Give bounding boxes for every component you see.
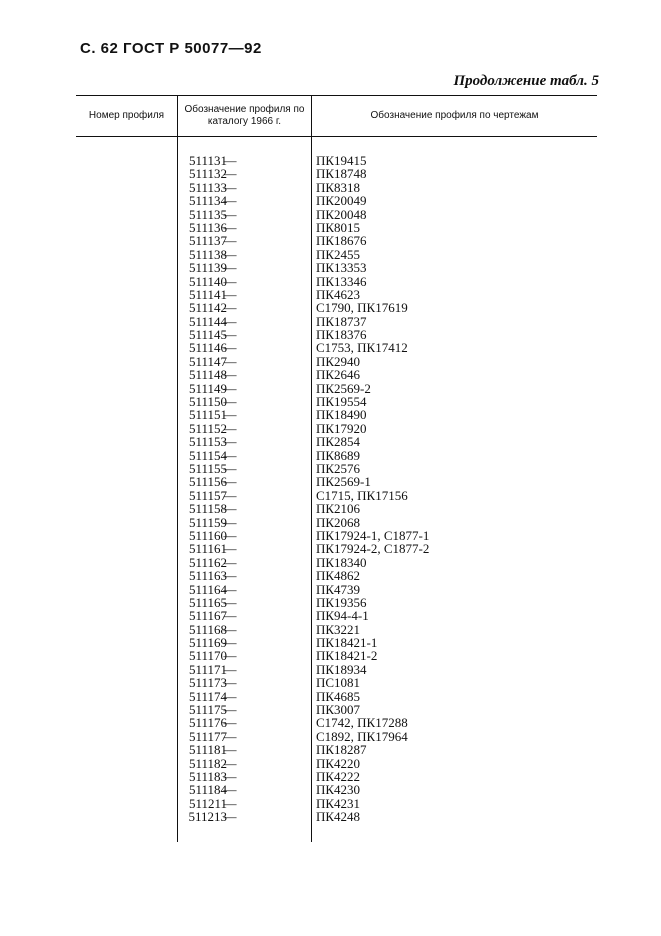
profile-number: 511132 <box>188 166 227 182</box>
drawing-designation: ПК8318 <box>316 179 361 195</box>
drawing-designation: С1742, ПК17288 <box>316 715 408 731</box>
catalog-designation: — <box>223 367 237 383</box>
profile-number: 511161 <box>188 541 227 557</box>
table-row <box>76 542 597 555</box>
column-header-drawing: Обозначение профиля по чертежам <box>370 110 539 121</box>
catalog-designation: — <box>223 661 237 677</box>
drawing-designation: ПК94-4-1 <box>316 608 369 624</box>
profile-number: 511148 <box>188 367 227 383</box>
drawing-designation: ПК2106 <box>316 501 361 517</box>
table-row <box>76 449 597 462</box>
drawing-designation: ПС1081 <box>316 675 361 691</box>
profile-number: 511157 <box>188 487 227 503</box>
catalog-designation: — <box>223 206 237 222</box>
drawing-designation: ПК4220 <box>316 755 361 771</box>
drawing-designation: ПК2576 <box>316 460 361 476</box>
catalog-designation: — <box>223 675 237 691</box>
catalog-designation: — <box>223 166 237 182</box>
catalog-designation: — <box>223 648 237 664</box>
table-row <box>76 355 597 368</box>
drawing-designation: ПК18340 <box>316 554 367 570</box>
table-row <box>76 275 597 288</box>
table-row <box>76 770 597 783</box>
table-row <box>76 368 597 381</box>
drawing-designation: ПК2940 <box>316 353 361 369</box>
profile-number: 511136 <box>188 219 227 235</box>
drawing-designation: ПК19554 <box>316 394 367 410</box>
profile-number: 511159 <box>188 514 227 530</box>
table-row <box>76 649 597 662</box>
catalog-designation: — <box>223 273 237 289</box>
catalog-designation: — <box>223 327 237 343</box>
profile-number: 511211 <box>188 795 227 811</box>
table-row <box>76 757 597 770</box>
drawing-designation: ПК3007 <box>316 702 361 718</box>
drawing-designation: ПК2569-1 <box>316 474 371 490</box>
profile-number: 511149 <box>188 380 227 396</box>
drawing-designation: ПК18934 <box>316 661 367 677</box>
table-row <box>76 743 597 756</box>
table-row <box>76 569 597 582</box>
profile-number: 511150 <box>188 394 227 410</box>
table-row <box>76 167 597 180</box>
drawing-designation: ПК2068 <box>316 514 361 530</box>
profile-number: 511163 <box>188 568 227 584</box>
drawing-designation: ПК4739 <box>316 581 361 597</box>
catalog-designation: — <box>223 554 237 570</box>
table-row <box>76 194 597 207</box>
table-row <box>76 556 597 569</box>
catalog-designation: — <box>223 340 237 356</box>
table-row <box>76 382 597 395</box>
profile-number: 511160 <box>188 527 227 543</box>
drawing-designation: ПК2854 <box>316 434 361 450</box>
table-row <box>76 516 597 529</box>
drawing-designation: ПК2646 <box>316 367 361 383</box>
table-row <box>76 462 597 475</box>
table-row <box>76 208 597 221</box>
table-row <box>76 676 597 689</box>
profile-number: 511182 <box>188 755 227 771</box>
catalog-designation: — <box>223 394 237 410</box>
profile-number: 511146 <box>188 340 227 356</box>
catalog-designation: — <box>223 179 237 195</box>
catalog-designation: — <box>223 474 237 490</box>
profile-number: 511145 <box>188 327 227 343</box>
catalog-designation: — <box>223 608 237 624</box>
profile-number: 511168 <box>188 621 227 637</box>
profile-number: 511176 <box>188 715 227 731</box>
drawing-designation: ПК18737 <box>316 313 367 329</box>
drawing-designation: С1753, ПК17412 <box>316 340 408 356</box>
table-row <box>76 663 597 676</box>
table-row <box>76 783 597 796</box>
table-row <box>76 301 597 314</box>
table-row <box>76 583 597 596</box>
catalog-designation: — <box>223 460 237 476</box>
profile-number: 511165 <box>188 594 227 610</box>
drawing-designation: ПК3221 <box>316 621 361 637</box>
table-row <box>76 288 597 301</box>
table-row <box>76 221 597 234</box>
catalog-designation: — <box>223 487 237 503</box>
profile-number: 511133 <box>188 179 227 195</box>
drawing-designation: ПК4685 <box>316 688 361 704</box>
column-header-number: Номер профиля <box>88 110 165 121</box>
table-row <box>76 261 597 274</box>
profile-number: 511147 <box>188 353 227 369</box>
catalog-designation: — <box>223 407 237 423</box>
drawing-designation: ПК4248 <box>316 809 361 825</box>
catalog-designation: — <box>223 541 237 557</box>
profile-number: 511181 <box>188 742 227 758</box>
catalog-designation: — <box>223 768 237 784</box>
profile-number: 511162 <box>188 554 227 570</box>
catalog-designation: — <box>223 742 237 758</box>
catalog-designation: — <box>223 514 237 530</box>
drawing-designation: ПК18490 <box>316 407 367 423</box>
profile-number: 511135 <box>188 206 227 222</box>
table-row <box>76 810 597 823</box>
catalog-designation: — <box>223 260 237 276</box>
profile-number: 511174 <box>188 688 227 704</box>
profile-number: 511144 <box>188 313 227 329</box>
drawing-designation: ПК18748 <box>316 166 367 182</box>
catalog-designation: — <box>223 702 237 718</box>
drawing-designation: С1790, ПК17619 <box>316 300 408 316</box>
profile-number: 511154 <box>188 447 227 463</box>
drawing-designation: ПК18421-1 <box>316 635 378 651</box>
drawing-designation: ПК18676 <box>316 233 367 249</box>
catalog-designation: — <box>223 193 237 209</box>
table-continuation-label: Продолжение табл. 5 <box>453 73 599 89</box>
drawing-designation: ПК17924-2, С1877-2 <box>316 541 430 557</box>
catalog-designation: — <box>223 434 237 450</box>
drawing-designation: ПК4862 <box>316 568 361 584</box>
table-row <box>76 234 597 247</box>
catalog-designation: — <box>223 635 237 651</box>
table-row <box>76 248 597 261</box>
catalog-designation: — <box>223 715 237 731</box>
table-row <box>76 395 597 408</box>
catalog-designation: — <box>223 380 237 396</box>
table-row <box>76 529 597 542</box>
profile-number: 511183 <box>188 768 227 784</box>
drawing-designation: ПК4230 <box>316 782 361 798</box>
catalog-designation: — <box>223 809 237 825</box>
table-row <box>76 636 597 649</box>
catalog-designation: — <box>223 447 237 463</box>
catalog-designation: — <box>223 527 237 543</box>
drawing-designation: ПК20048 <box>316 206 367 222</box>
catalog-designation: — <box>223 501 237 517</box>
drawing-designation: ПК19356 <box>316 594 367 610</box>
catalog-designation: — <box>223 420 237 436</box>
profile-number: 511173 <box>188 675 227 691</box>
table-row <box>76 154 597 167</box>
table-row <box>76 315 597 328</box>
drawing-designation: ПК17920 <box>316 420 367 436</box>
profile-number: 511164 <box>188 581 227 597</box>
profile-number: 511170 <box>188 648 227 664</box>
profile-number: 511138 <box>188 246 227 262</box>
drawing-designation: ПК18421-2 <box>316 648 378 664</box>
profile-number: 511156 <box>188 474 227 490</box>
profile-number: 511139 <box>188 260 227 276</box>
table-header-rule <box>76 136 597 137</box>
catalog-designation: — <box>223 313 237 329</box>
profile-number: 511140 <box>188 273 227 289</box>
drawing-designation: ПК8015 <box>316 219 361 235</box>
catalog-designation: — <box>223 153 237 168</box>
drawing-designation: ПК18376 <box>316 327 367 343</box>
profile-number: 511155 <box>188 460 227 476</box>
table-row <box>76 475 597 488</box>
table-row <box>76 797 597 810</box>
profile-number: 511175 <box>188 702 227 718</box>
catalog-designation: — <box>223 795 237 811</box>
drawing-designation: С1715, ПК17156 <box>316 487 408 503</box>
drawing-designation: ПК4231 <box>316 795 361 811</box>
catalog-designation: — <box>223 728 237 744</box>
table-row <box>76 502 597 515</box>
drawing-designation: ПК20049 <box>316 193 367 209</box>
table-row <box>76 730 597 743</box>
drawing-designation: ПК19415 <box>316 153 367 168</box>
catalog-designation: — <box>223 219 237 235</box>
profile-number: 511152 <box>188 420 227 436</box>
catalog-designation: — <box>223 581 237 597</box>
table-row <box>76 181 597 194</box>
profile-number: 511142 <box>188 300 227 316</box>
catalog-designation: — <box>223 286 237 302</box>
drawing-designation: ПК4222 <box>316 768 361 784</box>
drawing-designation: ПК18287 <box>316 742 367 758</box>
drawing-designation: ПК2455 <box>316 246 361 262</box>
table-row <box>76 690 597 703</box>
catalog-designation: — <box>223 755 237 771</box>
catalog-designation: — <box>223 621 237 637</box>
profile-number: 511213 <box>188 809 227 825</box>
profile-number: 511131 <box>188 153 227 168</box>
profile-number: 511137 <box>188 233 227 249</box>
catalog-designation: — <box>223 688 237 704</box>
table-row <box>76 489 597 502</box>
table-row <box>76 341 597 354</box>
table-row <box>76 703 597 716</box>
profile-number: 511141 <box>188 286 227 302</box>
catalog-designation: — <box>223 594 237 610</box>
catalog-designation: — <box>223 246 237 262</box>
table-body <box>76 154 597 824</box>
profile-number: 511158 <box>188 501 227 517</box>
column-header-catalog: Обозначение профиля по каталогу 1966 г. <box>184 104 305 127</box>
drawing-designation: ПК13346 <box>316 273 367 289</box>
drawing-designation: ПК4623 <box>316 286 361 302</box>
profile-number: 511134 <box>188 193 227 209</box>
profile-number: 511177 <box>188 728 227 744</box>
drawing-designation: ПК13353 <box>316 260 367 276</box>
catalog-designation: — <box>223 233 237 249</box>
catalog-designation: — <box>223 353 237 369</box>
drawing-designation: С1892, ПК17964 <box>316 728 408 744</box>
catalog-designation: — <box>223 782 237 798</box>
page-header: С. 62 ГОСТ Р 50077—92 <box>80 40 262 57</box>
profile-number: 511171 <box>188 661 227 677</box>
table-row <box>76 609 597 622</box>
table-row <box>76 408 597 421</box>
catalog-designation: — <box>223 300 237 316</box>
table-row <box>76 623 597 636</box>
table-row <box>76 422 597 435</box>
table-row <box>76 435 597 448</box>
table-row <box>76 596 597 609</box>
drawing-designation: ПК2569-2 <box>316 380 371 396</box>
profile-number: 511169 <box>188 635 227 651</box>
table-row <box>76 328 597 341</box>
catalog-designation: — <box>223 568 237 584</box>
table-row <box>76 716 597 729</box>
profile-number: 511167 <box>188 608 227 624</box>
profile-number: 511151 <box>188 407 227 423</box>
profile-number: 511153 <box>188 434 227 450</box>
profile-number: 511184 <box>188 782 227 798</box>
drawing-designation: ПК17924-1, С1877-1 <box>316 527 430 543</box>
drawing-designation: ПК8689 <box>316 447 361 463</box>
